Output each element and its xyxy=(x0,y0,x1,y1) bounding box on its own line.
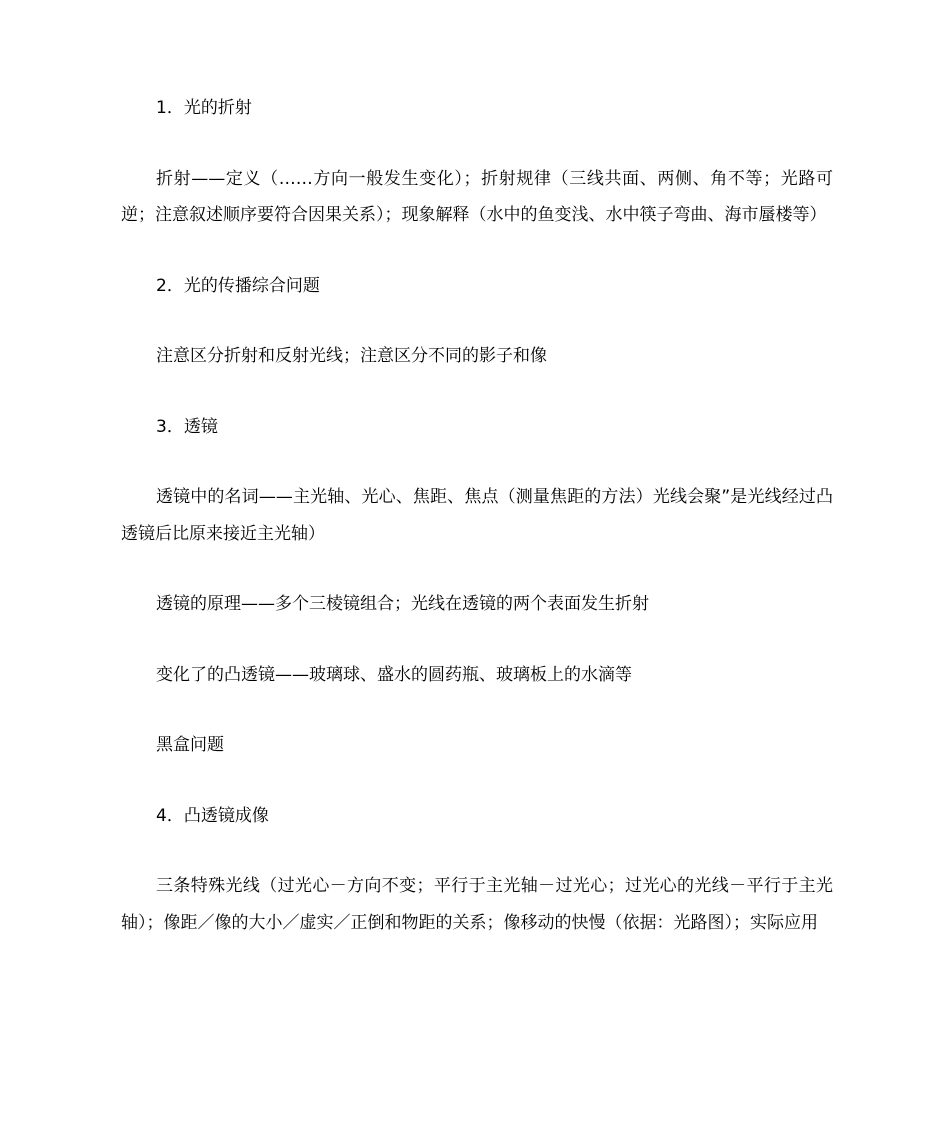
paragraph-propagation-notes: 注意区分折射和反射光线；注意区分不同的影子和像 xyxy=(156,346,547,366)
paragraph-convex-lens-imaging: 三条特殊光线（过光心－方向不变；平行于主光轴－过光心；过光心的光线－平行于主光轴）；像距／像的大小／虚实／正倒和物距的关系；像移动的快慢（依据：光路图）；实际应用 xyxy=(121,876,833,933)
section-heading-light-propagation: 2．光的传播综合问题 xyxy=(156,275,320,296)
section-heading-convex-lens-imaging: 4．凸透镜成像 xyxy=(156,805,269,826)
section-heading-refraction: 1．光的折射 xyxy=(156,98,252,118)
section-heading-lens: 3．透镜 xyxy=(156,416,218,437)
paragraph-lens-terms: 透镜中的名词——主光轴、光心、焦距、焦点（测量焦距的方法）光线会聚”是光线经过凸透镜后比原来接近主光轴） xyxy=(121,487,833,544)
paragraph-lens-variants: 变化了的凸透镜——玻璃球、盛水的圆药瓶、玻璃板上的水滴等 xyxy=(156,664,632,685)
paragraph-refraction-definition: 折射——定义（……方向一般发生变化）；折射规律（三线共面、两侧、角不等；光路可逆；注意叙述顺序要符合因果关系）；现象解释（水中的鱼变浅、水中筷子弯曲、海市蜃楼等） xyxy=(121,168,833,225)
document-body xyxy=(121,90,833,975)
paragraph-lens-principle: 透镜的原理——多个三棱镜组合；光线在透镜的两个表面发生折射 xyxy=(156,594,649,614)
paragraph-black-box: 黑盒问题 xyxy=(156,735,224,755)
